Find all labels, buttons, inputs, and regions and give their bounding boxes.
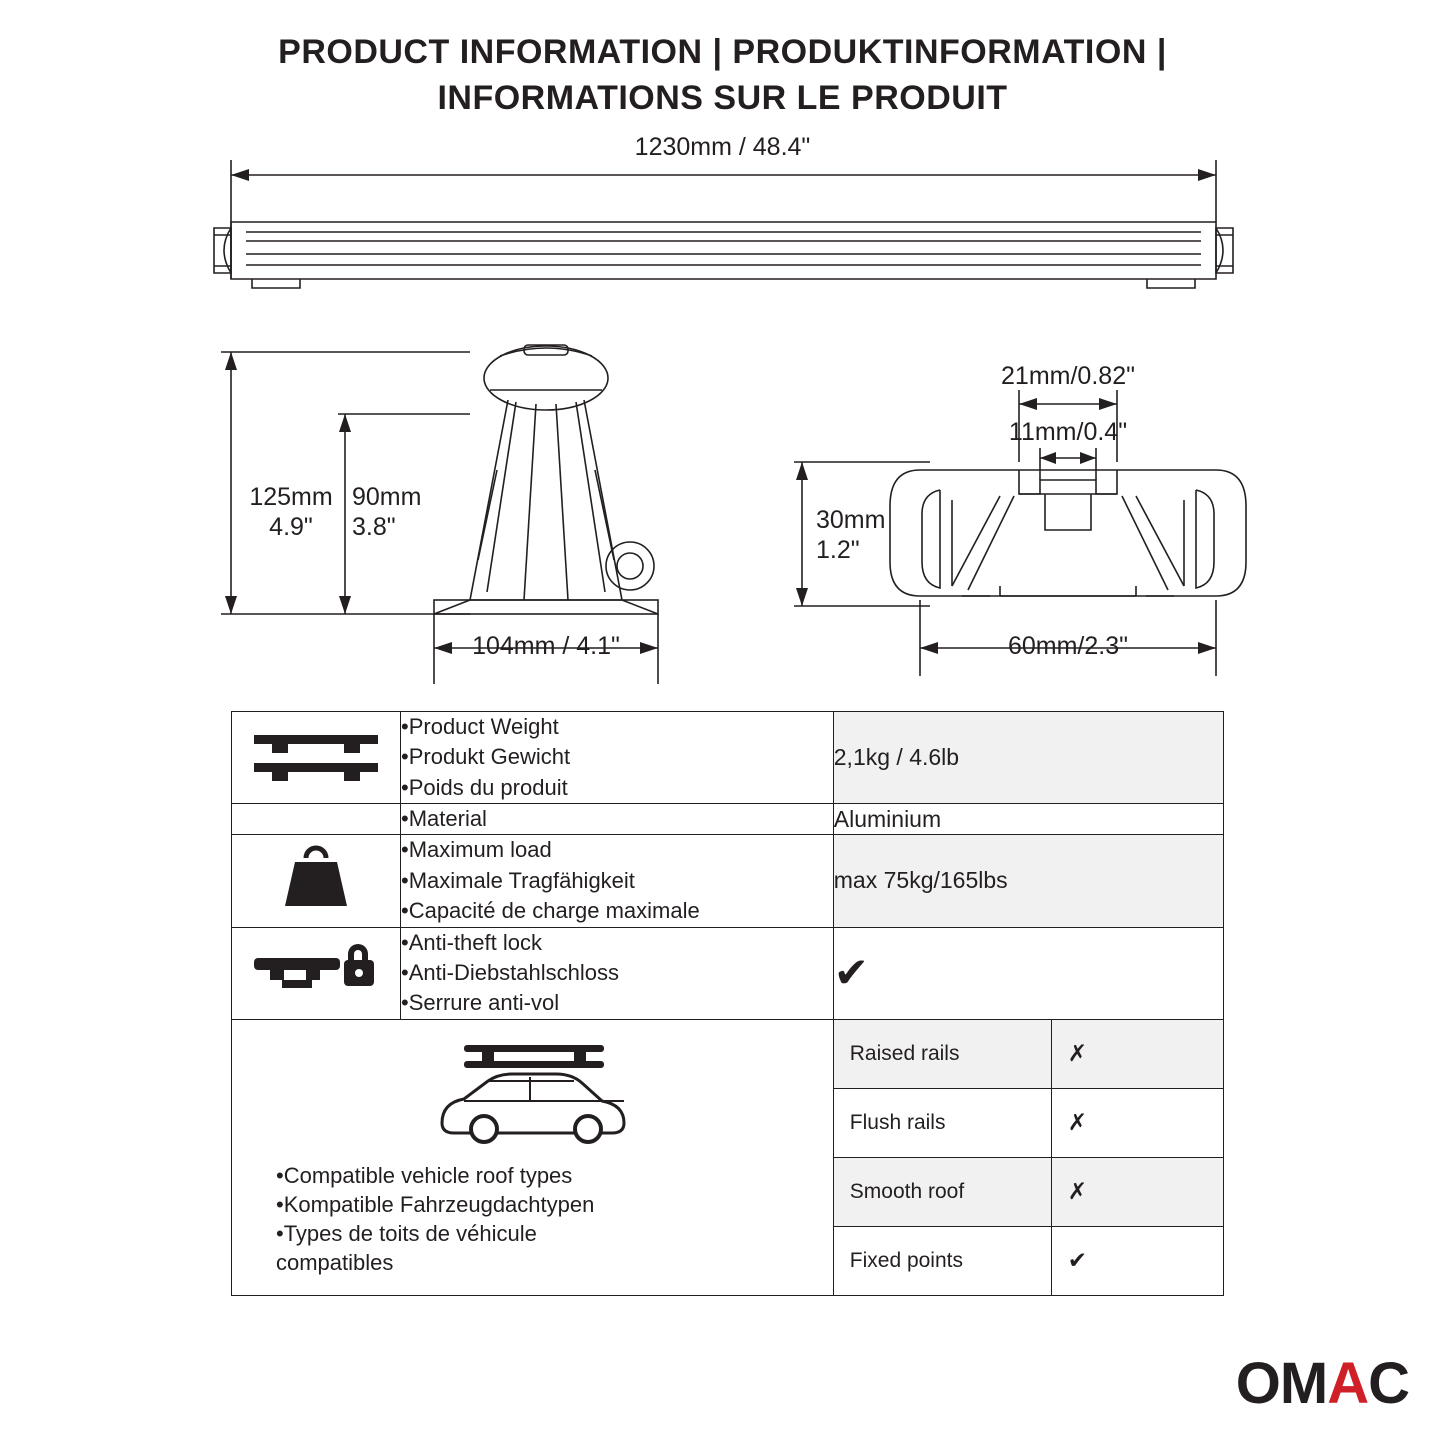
foot-total-height-label: 125mm 4.9" [249,483,333,541]
lock-icon-svg [248,934,384,1006]
table-row-material [232,804,1224,835]
title-line-1: PRODUCT INFORMATION | PRODUKTINFORMATION | [278,33,1167,71]
weight-value: 2,1kg / 4.6lb [833,712,1223,804]
roof-mark-smooth: ✗ [1051,1157,1223,1226]
roof-name-smooth: Smooth roof [834,1157,1052,1226]
roof-name-raised: Raised rails [834,1020,1052,1089]
table-row-max-load [232,835,1224,927]
table-row-lock [232,927,1224,1019]
weight-label-de: •Produkt Gewicht [401,744,571,770]
roof-types-matrix [833,1019,1223,1295]
roof-row-raised [834,1020,1223,1089]
logo-letter-c: C [1368,1351,1409,1416]
logo-letter-a: A [1327,1351,1369,1416]
weight-label-fr: •Poids du produit [401,774,568,800]
omac-logo [1236,1350,1409,1417]
material-label: •Material [401,806,487,832]
roof-row-fixed [834,1226,1223,1295]
bar-length-label: 1230mm / 48.4" [634,133,811,161]
max-load-label-de: •Maximale Tragfähigkeit [401,867,635,893]
lock-icon [232,927,401,1019]
roof-row-flush [834,1088,1223,1157]
specifications-table [231,711,1224,1296]
max-load-value: max 75kg/165lbs [833,835,1223,927]
roof-compat-table [834,1020,1223,1295]
logo-letter-m: M [1279,1351,1328,1416]
max-load-label-fr: •Capacité de charge maximale [401,898,700,924]
crossbars-icon-svg [246,721,386,789]
roof-row-smooth [834,1157,1223,1226]
lock-labels [401,927,834,1019]
profile-width-label: 60mm/2.3" [1007,632,1129,660]
title-line-2: INFORMATIONS SUR LE PRODUIT [437,78,1008,117]
roof-mark-flush: ✗ [1051,1088,1223,1157]
material-value: Aluminium [833,804,1223,835]
weight-label-en: •Product Weight [401,714,559,739]
roof-mark-fixed: ✔ [1051,1226,1223,1295]
foot-inner-height-label: 90mm 3.8" [352,483,422,541]
roof-types-labels [232,1161,833,1277]
lock-value: ✔ [833,927,1223,1019]
roof-name-fixed: Fixed points [834,1226,1052,1295]
profile-slot-width-label: 11mm/0.4" [1008,418,1128,446]
max-load-label-en: •Maximum load [401,837,552,863]
roof-name-flush: Flush rails [834,1088,1052,1157]
material-icon-placeholder [232,804,401,835]
foot-width-label: 104mm / 4.1" [472,632,620,660]
weight-icon-svg [273,842,359,914]
lock-label-fr: •Serrure anti-vol [401,990,560,1016]
roof-label-fr-2: compatibles [276,1250,394,1276]
material-labels [401,804,834,835]
max-load-labels [401,835,834,927]
lock-label-de: •Anti-Diebstahlschloss [401,959,620,985]
roof-label-fr: •Types de toits de véhicule [276,1221,537,1247]
page-title [0,30,1445,122]
roof-types-cell [232,1019,834,1295]
roof-label-de: •Kompatible Fahrzeugdachtypen [276,1192,595,1218]
table-row-weight [232,712,1224,804]
profile-top-width-label: 21mm/0.82" [1001,362,1135,390]
profile-height-label: 30mm 1.2" [816,506,886,564]
crossbars-icon [232,712,401,804]
table-row-roof-types [232,1019,1224,1295]
weight-icon [232,835,401,927]
car-with-rack-icon [422,1037,642,1147]
roof-label-en: •Compatible vehicle roof types [276,1163,573,1189]
weight-labels [401,712,834,804]
logo-letter-o: O [1235,1351,1280,1416]
lock-label-en: •Anti-theft lock [401,929,542,955]
roof-mark-raised: ✗ [1051,1020,1223,1089]
